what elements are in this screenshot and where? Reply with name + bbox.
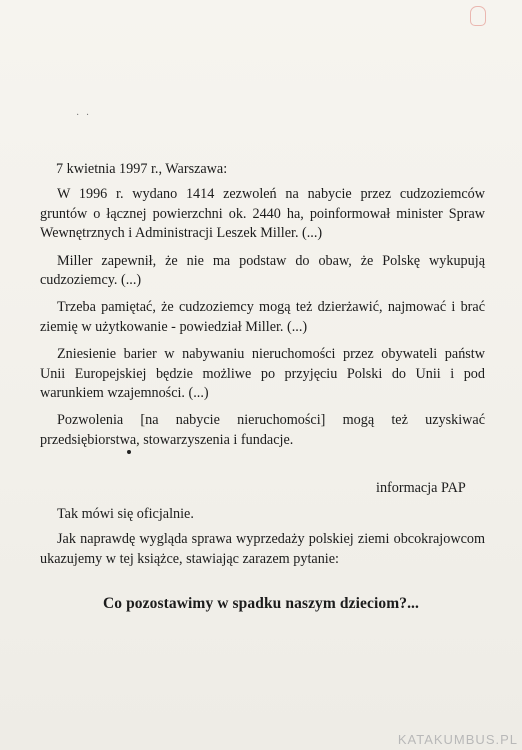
paragraph-4: Zniesienie barier w nabywaniu nieruchomości przez obywateli państw Unii Europejskiej będzie możliwe po przyjęciu Polski do Unii i pod warunkiem wzajemności. (...): [40, 346, 485, 402]
closing-paragraph-1: Tak mówi się oficjalnie.: [57, 506, 194, 522]
closing-text: [40, 505, 485, 575]
paragraph-2: Miller zapewnił, że nie ma podstaw do obaw, że Polskę wykupują cudzoziemcy. (...): [40, 252, 485, 289]
paragraph-1: W 1996 r. wydano 1414 zezwoleń na nabycie przez cudzoziemców gruntów o łącznej powierzchni ok. 2440 ha, poinformował minister Spraw Wewnętrznych i Administracji Leszek Miller. (...): [40, 186, 485, 242]
pencil-mark: [470, 6, 486, 26]
paragraph-3: Trzeba pamiętać, że cudzoziemcy mogą też dzierżawić, najmować i brać ziemię w użytkowanie - powiedział Miller. (...): [40, 299, 485, 335]
closing-paragraph-2: Jak naprawdę wygląda sprawa wyprzedaży polskiej ziemi obcokrajowcom ukazujemy w tej książce, stawiając zarazem pytanie:: [40, 531, 485, 567]
closing-question: Co pozostawimy w spadku naszym dzieciom?...: [102, 595, 420, 612]
watermark: KATAKUMBUS.PL: [397, 732, 518, 747]
paper-specks: · ·: [76, 110, 92, 121]
date-line: 7 kwietnia 1997 r., Warszawa:: [56, 161, 228, 177]
source-attribution: informacja PAP: [376, 480, 466, 496]
paragraph-5: Pozwolenia [na nabycie nieruchomości] mogą też uzyskiwać przedsiębiorstwa, stowarzyszenia i fundacje.: [40, 412, 485, 448]
ink-dot: [127, 450, 131, 454]
quoted-report: [40, 160, 485, 458]
